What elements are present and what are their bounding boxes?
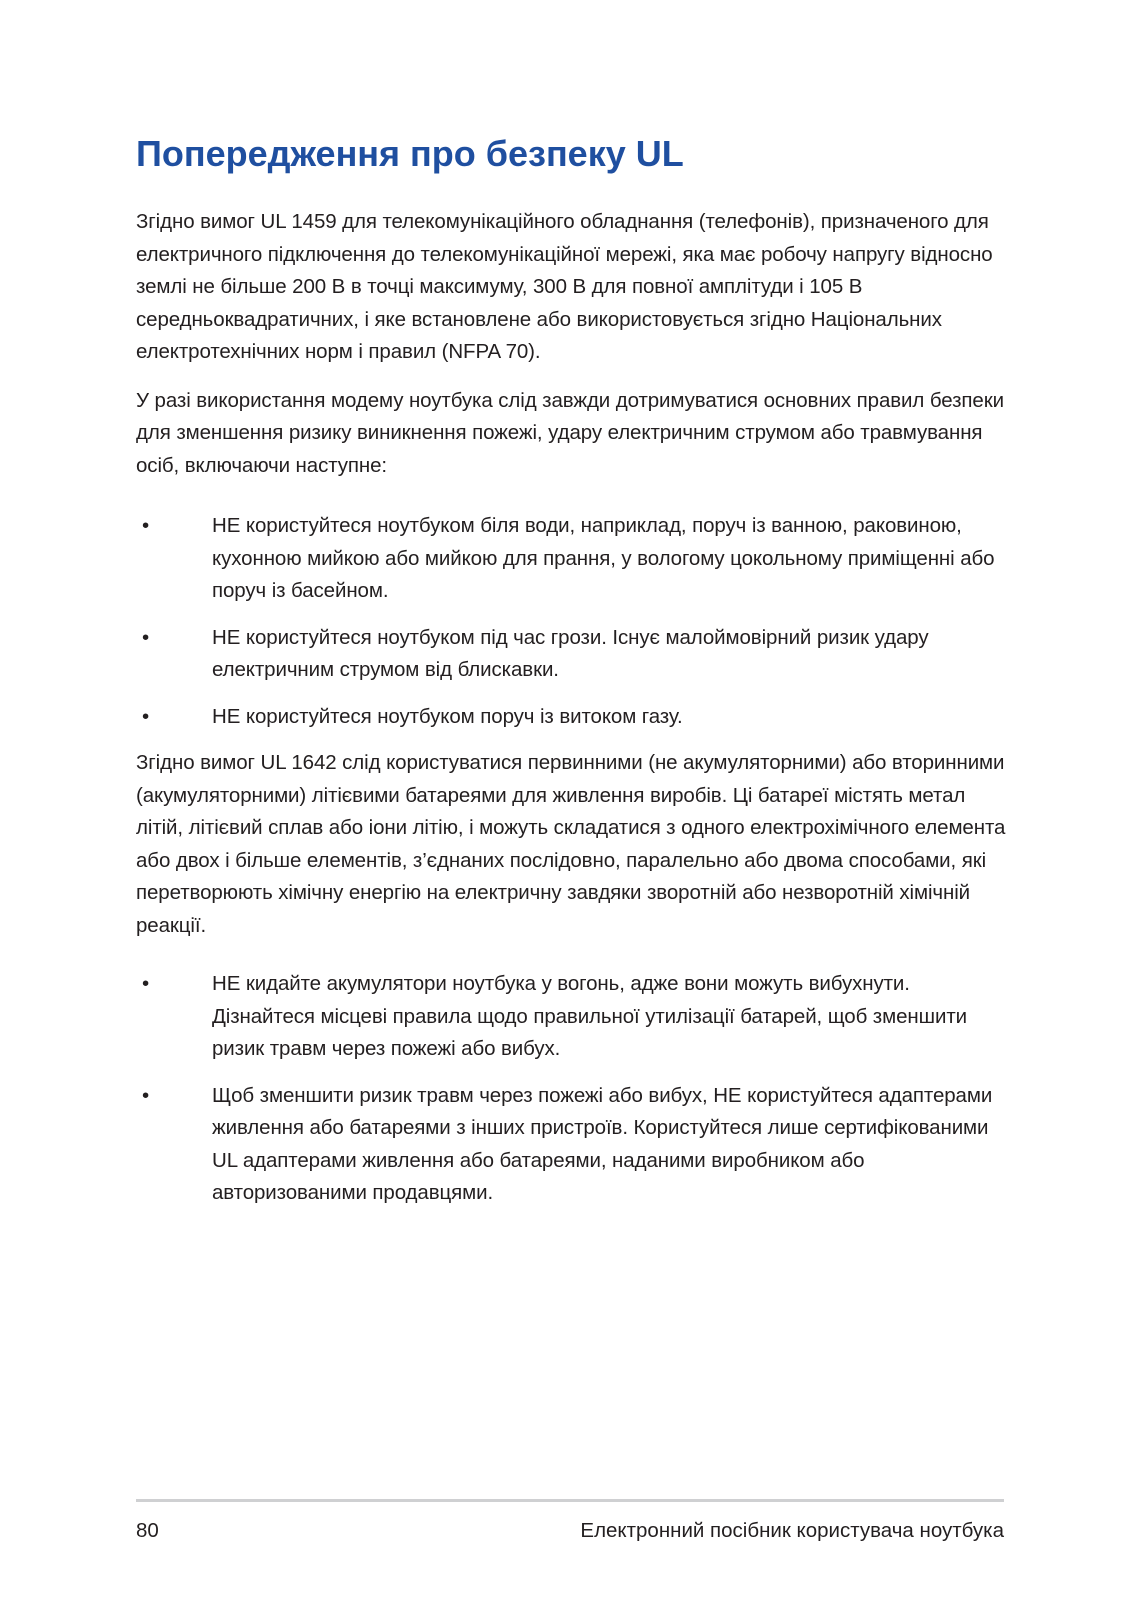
bullet-icon: •	[142, 1083, 150, 1107]
list-item	[136, 1080, 1006, 1210]
list-item-text: Щоб зменшити ризик травм через пожежі або вибух, НЕ користуйтеся адаптерами живлення або батареями з інших пристроїв. Користуйтеся лише сертифікованими UL адаптерами живлення або батареями, наданими виробником або авторизованими продавцями.	[212, 1083, 993, 1204]
list-item-text: НЕ користуйтеся ноутбуком під час грози. Існує малоймовірний ризик удару електричним струмом від блискавки.	[212, 625, 929, 681]
list-item	[136, 701, 1006, 734]
main-content	[136, 206, 1006, 1224]
paragraph-modem-safety: У разі використання модему ноутбука слід завжди дотримуватися основних правил безпеки для зменшення ризику виникнення пожежі, удару електричним струмом або травмування осіб, включаючи наступне:	[136, 388, 1004, 477]
page-title: Попередження про безпеку UL	[136, 133, 684, 174]
list-item-text: НЕ користуйтеся ноутбуком поруч із витоком газу.	[212, 704, 683, 728]
paragraph-ul1459: Згідно вимог UL 1459 для телекомунікаційного обладнання (телефонів), призначеного для електричного підключення до телекомунікаційної мережі, яка має робочу напругу відносно землі не більше 200 В в точці максимуму, 300 В для повної амплітуди і 105 В середньоквадратичних, і яке встановлене або використовується згідно Національних електротехнічних норм і правил (NFPA 70).	[136, 210, 993, 363]
list-item	[136, 968, 1006, 1066]
list-item	[136, 622, 1006, 687]
footer-divider	[136, 1499, 1004, 1502]
bullet-icon: •	[142, 625, 150, 649]
paragraph-ul1642: Згідно вимог UL 1642 слід користуватися первинними (не акумуляторними) або вторинними (акумуляторними) літієвими батареями для живлення виробів. Ці батареї містять метал літій, літієвий сплав або іони літію, і можуть складатися з одного електрохімічного елемента або двох і більше елементів, з’єднаних послідовно, паралельно або двома способами, які перетворюють хімічну енергію на електричну завдяки зворотній або незворотній хімічній реакції.	[136, 751, 1006, 937]
bullet-icon: •	[142, 972, 150, 995]
list-item	[136, 510, 1006, 608]
safety-bullet-list	[136, 510, 1006, 733]
page-number: 80	[136, 1519, 159, 1542]
list-item-text: НЕ кидайте акумулятори ноутбука у вогонь, адже вони можуть вибухнути. Дізнайтеся місцеві правила щодо правильної утилізації батарей, щоб зменшити ризик травм через пожежі або вибух.	[212, 972, 967, 1060]
bullet-icon: •	[142, 704, 150, 728]
battery-bullet-list	[136, 968, 1006, 1210]
bullet-icon: •	[142, 514, 150, 537]
footer-manual-title: Електронний посібник користувача ноутбука	[580, 1519, 1004, 1542]
list-item-text: НЕ користуйтеся ноутбуком біля води, наприклад, поруч із ванною, раковиною, кухонною мийкою або мийкою для прання, у вологому цокольному приміщенні або поруч із басейном.	[212, 514, 995, 602]
